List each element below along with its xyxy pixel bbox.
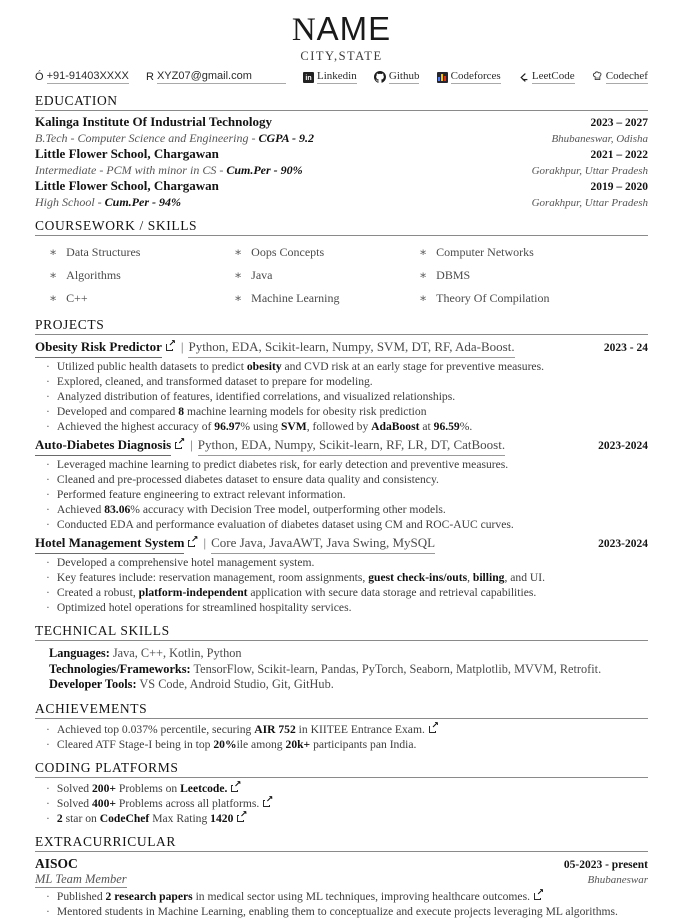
github-link[interactable] [374, 70, 420, 84]
bullet-item: · Optimized hotel operations for streamlined hospitality services. [46, 600, 648, 615]
coursework-item: ∗ Computer Networks [419, 243, 648, 261]
achievements-title: ACHIEVEMENTS [35, 700, 148, 716]
organization-name: AISOC [35, 855, 78, 871]
page-title: NAME [291, 10, 392, 48]
degree-text: High School - Cum.Per - 94% [35, 195, 181, 209]
bullet-item: · Achieved top 0.037% percentile, securing AIR 752 in KIITEE Entrance Exam.↗ [46, 722, 648, 737]
phone-link[interactable] [35, 70, 129, 84]
coursework-item: ∗ C++ [49, 289, 234, 307]
bullet-item: · Conducted EDA and performance evaluation of diabetes dataset using CM and ROC-AUC curves. [46, 517, 648, 532]
external-link-icon[interactable] [166, 344, 173, 351]
bullet-item: · Created a robust, platform-independent application with secure data storage and retrieval capabilities. [46, 585, 648, 600]
separator: | [203, 535, 207, 550]
codechef-link[interactable] [592, 70, 648, 84]
coursework-item: ∗ Machine Learning [234, 289, 419, 307]
codeforces-label[interactable]: Codeforces [450, 70, 501, 82]
external-link-icon[interactable] [429, 726, 436, 733]
skills-line-languages: Languages: Java, C++, Kotlin, Python [49, 646, 242, 660]
github-label[interactable]: Github [388, 70, 420, 82]
degree-text: Intermediate - PCM with minor in CS - Cum.Per - 90% [35, 163, 303, 177]
external-link-icon[interactable] [534, 893, 541, 900]
external-link-icon[interactable] [231, 785, 238, 792]
section-extracurricular [35, 833, 648, 919]
coursework-item: ∗ Theory Of Compilation [419, 289, 648, 307]
project-date: 2023 - 24 [603, 342, 648, 354]
section-education [35, 92, 648, 210]
school-name: Little Flower School, Chargawan [35, 178, 219, 193]
project-tech-stack: Python, EDA, Scikit-learn, Numpy, SVM, DT, RF, Ada-Boost. [188, 338, 514, 358]
codeforces-link[interactable] [437, 70, 501, 84]
bullet-item: · Developed a comprehensive hotel management system. [46, 555, 648, 570]
bullet-item: · Developed and compared 8 machine learning models for obesity risk prediction [46, 404, 648, 419]
extracurricular-list [35, 889, 648, 919]
bullet-item: · Cleaned and pre-processed diabetes dataset to ensure data quality and consistency. [46, 472, 648, 487]
external-link-icon[interactable] [237, 815, 244, 822]
bullet-item: · Performed feature engineering to extract relevant information. [46, 487, 648, 502]
section-coursework [35, 217, 648, 309]
codechef-icon [592, 71, 603, 83]
github-icon [374, 71, 386, 83]
achievements-list [35, 722, 648, 752]
contact-row [35, 69, 648, 85]
technical-skills-title: TECHNICAL SKILLS [35, 623, 170, 638]
phone-number[interactable]: +91-91403XXXX [46, 70, 129, 82]
organization-dates: 05-2023 - present [563, 858, 648, 871]
external-link-icon[interactable] [175, 442, 182, 449]
bullet-item: · Solved 400+ Problems across all platforms.↗ [46, 796, 648, 811]
education-dates: 2019 – 2020 [590, 181, 648, 193]
section-divider [35, 334, 648, 335]
coursework-item: ∗ DBMS [419, 266, 648, 284]
education-entry-detail [35, 162, 648, 178]
extracurricular-title: EXTRACURRICULAR [35, 833, 177, 849]
section-projects [35, 316, 648, 615]
section-divider [35, 235, 648, 236]
education-location: Gorakhpur, Uttar Pradesh [531, 197, 648, 209]
phone-icon: Ó [35, 71, 44, 83]
project-header [35, 436, 648, 456]
coding-platforms-title: CODING PLATFORMS [35, 759, 179, 775]
degree-text: B.Tech - Computer Science and Engineering - CGPA - 9.2 [35, 131, 314, 145]
education-title: EDUCATION [35, 93, 118, 108]
project-tech-stack: Python, EDA, Numpy, Scikit-learn, RF, LR, DT, CatBoost. [198, 436, 505, 456]
email-icon: R [145, 71, 154, 83]
coursework-grid [35, 239, 648, 309]
school-name: Little Flower School, Chargawan [35, 146, 219, 161]
email-address[interactable]: XYZ07@gmail.com [157, 70, 286, 84]
education-entry [35, 146, 648, 162]
project-title-link[interactable]: Hotel Management System [35, 534, 184, 554]
linkedin-label[interactable]: Linkedin [317, 70, 357, 82]
skills-line-frameworks: Technologies/Frameworks: TensorFlow, Scikit-learn, Pandas, PyTorch, Seaborn, Matplotlib, MVVM, Retrofit. [49, 661, 602, 676]
education-entry-detail [35, 130, 648, 146]
project-date: 2023-2024 [598, 440, 648, 452]
leetcode-icon [518, 72, 529, 83]
bullet-item: · Solved 200+ Problems on Leetcode.↗ [46, 781, 648, 796]
bullet-item: · Key features include: reservation management, room assignments, guest check-ins/outs, billing, and UI. [46, 570, 648, 585]
education-dates: 2021 – 2022 [590, 149, 648, 161]
external-link-icon[interactable] [263, 800, 270, 807]
section-divider [35, 851, 648, 852]
bullet-item: · Mentored students in Machine Learning, enabling them to conceptualize and execute projects leveraging ML algorithms. [46, 904, 648, 919]
leetcode-link[interactable] [518, 70, 575, 84]
project-bullets [35, 555, 648, 615]
project-date: 2023-2024 [598, 538, 648, 550]
project-tech-stack: Core Java, JavaAWT, Java Swing, MySQL [211, 534, 435, 554]
separator: | [190, 437, 193, 452]
coursework-item: ∗ Data Structures [49, 243, 234, 261]
linkedin-icon: in [303, 72, 314, 83]
skills-line-tools: Developer Tools: VS Code, Android Studio, Git, GitHub. [49, 677, 334, 691]
project-bullets [35, 457, 648, 532]
technical-skills-list [35, 644, 648, 693]
section-achievements [35, 700, 648, 752]
education-entry-detail [35, 194, 648, 210]
section-coding-platforms [35, 759, 648, 826]
education-dates: 2023 – 2027 [590, 117, 648, 129]
email-link[interactable] [146, 70, 286, 84]
education-location: Bhubaneswar, Odisha [551, 133, 648, 145]
project-title-link[interactable]: Auto-Diabetes Diagnosis [35, 436, 171, 456]
role-link[interactable]: ML Team Member [35, 871, 127, 886]
section-divider [35, 718, 648, 719]
bullet-item: · Published 2 research papers in medical sector using ML techniques, improving healthcare outcomes.↗ [46, 889, 648, 904]
bullet-item: · Achieved the highest accuracy of 96.97% using SVM, followed by AdaBoost at 96.59%. [46, 419, 648, 434]
codechef-label[interactable]: Codechef [605, 70, 648, 82]
extracurricular-org-row [35, 855, 648, 872]
education-location: Gorakhpur, Uttar Pradesh [531, 165, 648, 177]
bullet-item: · Achieved 83.06% accuracy with Decision Tree model, outperforming other models. [46, 502, 648, 517]
organization-location: Bhubaneswar [587, 873, 648, 886]
codeforces-icon [437, 72, 448, 83]
project-header [35, 534, 648, 554]
education-entry [35, 114, 648, 130]
linkedin-link[interactable] [303, 70, 357, 84]
location-text: CITY,STATE [300, 49, 383, 63]
coding-platforms-list [35, 781, 648, 826]
section-divider [35, 110, 648, 111]
school-name: Kalinga Institute Of Industrial Technology [35, 114, 272, 129]
bullet-item: · Explored, cleaned, and transformed dataset to prepare for modeling. [46, 374, 648, 389]
project-title-link[interactable]: Obesity Risk Predictor [35, 338, 162, 358]
coursework-title: COURSEWORK / SKILLS [35, 218, 198, 233]
bullet-item: · 2 star on CodeChef Max Rating 1420↗ [46, 811, 648, 826]
bullet-item: · Analyzed distribution of features, identified correlations, and visualized relationships. [46, 389, 648, 404]
bullet-item: · Utilized public health datasets to predict obesity and CVD risk at an early stage for preventive measures. [46, 359, 648, 374]
bullet-item: · Cleared ATF Stage-I being in top 20%ile among 20k+ participants pan India. [46, 737, 648, 752]
external-link-icon[interactable] [188, 540, 195, 547]
section-divider [35, 640, 648, 641]
project-header [35, 338, 648, 358]
section-divider [35, 777, 648, 778]
leetcode-label[interactable]: LeetCode [531, 70, 575, 82]
coursework-item: ∗ Java [234, 266, 419, 284]
coursework-item: ∗ Algorithms [49, 266, 234, 284]
education-entry [35, 178, 648, 194]
section-technical-skills [35, 622, 648, 693]
projects-title: PROJECTS [35, 317, 105, 332]
separator: | [180, 339, 184, 354]
coursework-item: ∗ Oops Concepts [234, 243, 419, 261]
project-bullets [35, 359, 648, 434]
bullet-item: · Leveraged machine learning to predict diabetes risk, for early detection and preventive measures. [46, 457, 648, 472]
